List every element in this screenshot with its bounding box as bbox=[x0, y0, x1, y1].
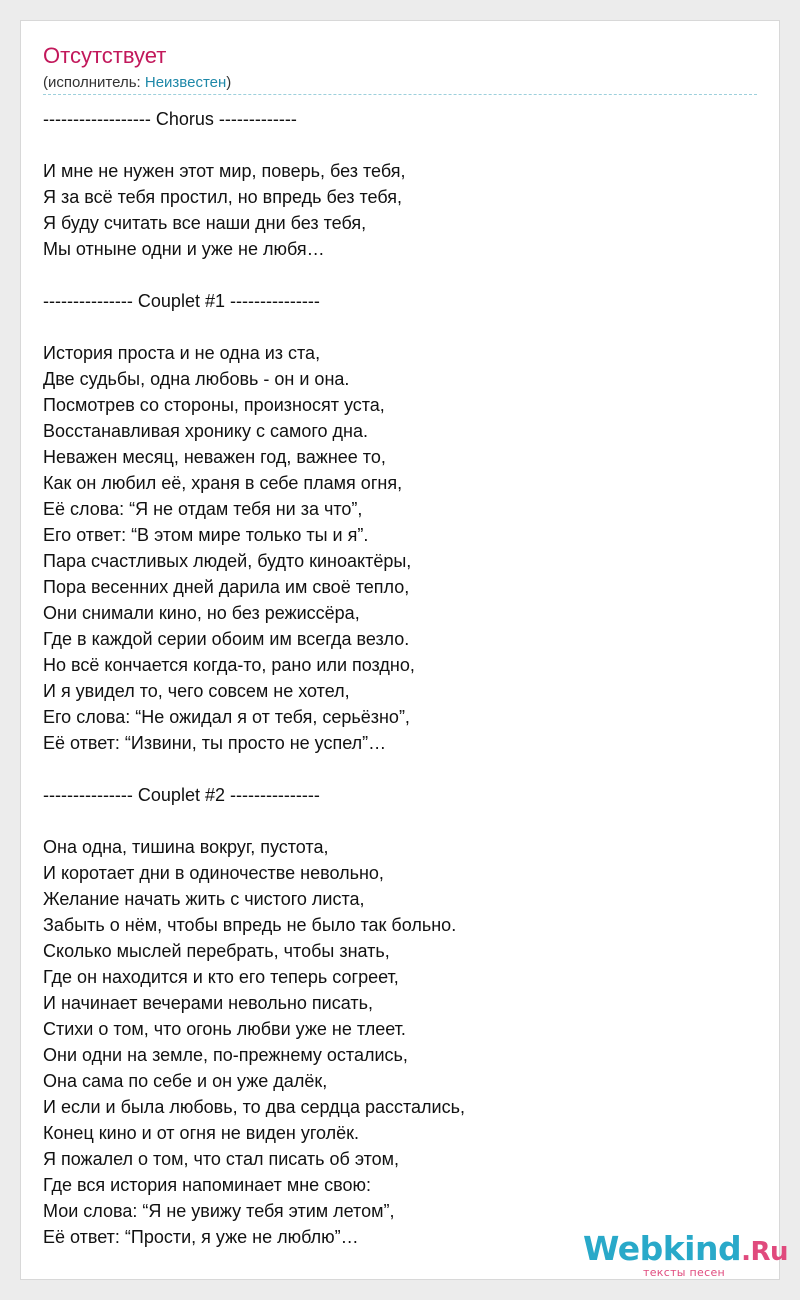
song-title: Отсутствует bbox=[43, 43, 167, 68]
blank-line bbox=[43, 756, 759, 782]
blank-line bbox=[43, 132, 759, 158]
lyric-line: Его ответ: “В этом мире только ты и я”. bbox=[43, 525, 369, 545]
blank-line bbox=[43, 808, 759, 834]
logo-main-text: Webkind bbox=[583, 1229, 742, 1268]
lyric-line: Его слова: “Не ожидал я от тебя, серьёзно”, bbox=[43, 707, 410, 727]
lyric-line: Две судьбы, одна любовь - он и она. bbox=[43, 369, 350, 389]
lyric-line: История проста и не одна из ста, bbox=[43, 343, 321, 363]
lyric-line: Посмотрев со стороны, произносят уста, bbox=[43, 395, 385, 415]
lyric-line: Где вся история напоминает мне свою: bbox=[43, 1175, 372, 1195]
lyric-line: И я увидел то, чего совсем не хотел, bbox=[43, 681, 350, 701]
blank-line bbox=[43, 314, 759, 340]
lyric-line: Её ответ: “Прости, я уже не люблю”… bbox=[43, 1227, 359, 1247]
lyric-line: Где в каждой серии обоим им всегда везло. bbox=[43, 629, 410, 649]
lyric-line: И мне не нужен этот мир, поверь, без тебя, bbox=[43, 161, 406, 181]
blank-line bbox=[43, 262, 759, 288]
lyric-line: Восстанавливая хронику с самого дна. bbox=[43, 421, 368, 441]
lyric-line: Они снимали кино, но без режиссёра, bbox=[43, 603, 360, 623]
artist-prefix: (исполнитель: bbox=[43, 74, 145, 91]
logo-tld: .Ru bbox=[741, 1237, 789, 1267]
section-header: --------------- Couplet #1 --------------- bbox=[43, 291, 320, 311]
lyric-line: Но всё кончается когда-то, рано или поздно, bbox=[43, 655, 415, 675]
lyric-line: Она сама по себе и он уже далёк, bbox=[43, 1071, 328, 1091]
section-header: --------------- Couplet #2 --------------- bbox=[43, 785, 320, 805]
lyric-line: Стихи о том, что огонь любви уже не тлеет. bbox=[43, 1019, 406, 1039]
lyrics-body bbox=[43, 106, 759, 1250]
lyric-line: Мы отныне одни и уже не любя… bbox=[43, 239, 325, 259]
artist-suffix: ) bbox=[226, 74, 232, 91]
lyric-line: Сколько мыслей перебрать, чтобы знать, bbox=[43, 941, 390, 961]
lyric-line: Она одна, тишина вокруг, пустота, bbox=[43, 837, 329, 857]
lyric-line: Пора весенних дней дарила им своё тепло, bbox=[43, 577, 410, 597]
artist-line bbox=[43, 73, 231, 93]
lyric-line: И если и была любовь, то два сердца расстались, bbox=[43, 1097, 465, 1117]
lyric-line: Я буду считать все наши дни без тебя, bbox=[43, 213, 367, 233]
lyric-line: Её слова: “Я не отдам тебя ни за что”, bbox=[43, 499, 363, 519]
lyric-line: И начинает вечерами невольно писать, bbox=[43, 993, 373, 1013]
lyric-line: И коротает дни в одиночестве невольно, bbox=[43, 863, 384, 883]
lyric-line: Забыть о нём, чтобы впредь не было так больно. bbox=[43, 915, 457, 935]
logo-tagline: тексты песен bbox=[643, 1266, 726, 1279]
lyric-line: Где он находится и кто его теперь согреет, bbox=[43, 967, 399, 987]
section-header: ------------------ Chorus ------------- bbox=[43, 109, 297, 129]
header-divider bbox=[43, 94, 757, 95]
lyric-line: Мои слова: “Я не увижу тебя этим летом”, bbox=[43, 1201, 395, 1221]
lyric-line: Я за всё тебя простил, но впредь без тебя, bbox=[43, 187, 402, 207]
lyrics-page bbox=[20, 20, 789, 1280]
lyric-line: Пара счастливых людей, будто киноактёры, bbox=[43, 551, 412, 571]
lyric-line: Желание начать жить с чистого листа, bbox=[43, 889, 365, 909]
lyric-line: Они одни на земле, по-прежнему остались, bbox=[43, 1045, 408, 1065]
lyric-line: Её ответ: “Извини, ты просто не успел”… bbox=[43, 733, 387, 753]
lyric-line: Как он любил её, храня в себе пламя огня, bbox=[43, 473, 403, 493]
lyric-line: Неважен месяц, неважен год, важнее то, bbox=[43, 447, 386, 467]
artist-link[interactable]: Неизвестен bbox=[144, 74, 227, 91]
webkind-logo[interactable] bbox=[583, 1229, 789, 1279]
lyric-line: Конец кино и от огня не виден уголёк. bbox=[43, 1123, 360, 1143]
lyric-line: Я пожалел о том, что стал писать об этом, bbox=[43, 1149, 400, 1169]
